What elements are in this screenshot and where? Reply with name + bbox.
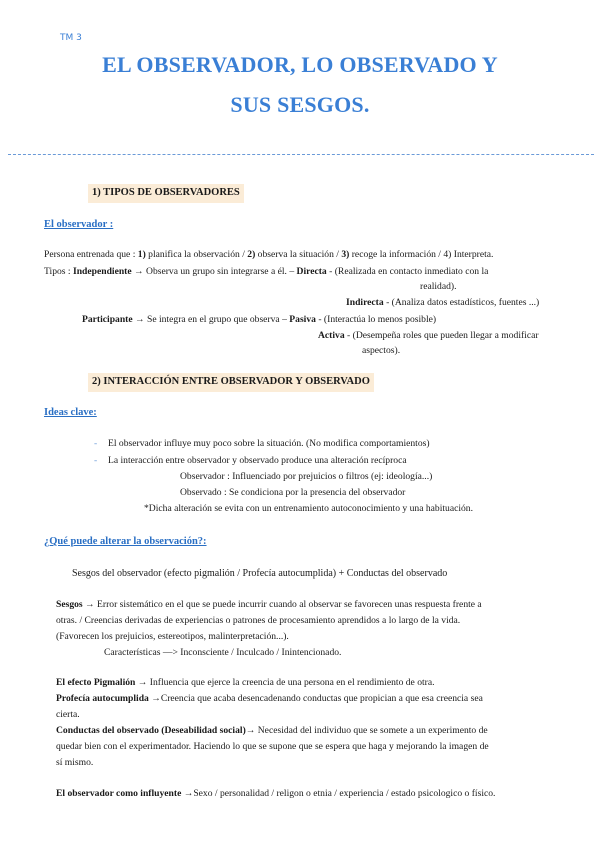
sub-observado: Observado : Se condiciona por la presencia del observador [180, 487, 406, 498]
pigmalion-term: El efecto Pigmalión [56, 677, 136, 688]
activa-line [318, 329, 539, 342]
label-ideas-clave: Ideas clave: [44, 407, 97, 418]
label-el-observador: El observador : [44, 219, 114, 230]
profecia-term: Profecía autocumplida [56, 693, 149, 704]
conductas-continuation-2: sí mismo. [56, 757, 94, 768]
section-divider [8, 154, 594, 155]
section-heading-1: 1) TIPOS DE OBSERVADORES [88, 184, 244, 203]
section-heading-2: 2) INTERACCIÓN ENTRE OBSERVADOR Y OBSERVADO [88, 373, 374, 392]
independiente-text: → Observa un grupo sin integrarse a él. – [131, 266, 297, 277]
participante-text: → Se integra en el grupo que observa – [132, 314, 290, 325]
directa-text: - (Realizada en contacto inmediato con la [326, 266, 489, 277]
influyente-text: →Sexo / personalidad / religon o etnia / experiencia / estado psicologico o físico. [181, 788, 496, 799]
step-3-text: recoge la información / 4) Interpreta. [349, 249, 494, 260]
bullet-dash-1: - [94, 438, 98, 449]
bullet-dash-2: - [94, 455, 98, 466]
influyente-line [56, 787, 495, 800]
sesgos-term: Sesgos [56, 599, 83, 610]
independiente-term: Independiente [72, 266, 132, 277]
step-3-number: 3) [341, 249, 350, 260]
step-1-text: planifica la observación / [145, 249, 248, 260]
pigmalion-line [56, 676, 435, 689]
tipos-line [44, 265, 488, 278]
persona-line [44, 248, 493, 261]
pigmalion-text: → Influencia que ejerce la creencia de una persona en el rendimiento de otra. [135, 677, 435, 688]
page-title-line-2: SUS SESGOS. [230, 92, 370, 117]
sub-observador: Observador : Influenciado por prejuicios o filtros (ej: ideología...) [180, 471, 433, 482]
participante-term: Participante [82, 314, 133, 325]
note-line: *Dicha alteración se evita con un entrenamiento autoconocimiento y una habituación. [144, 503, 473, 514]
sesgos-line-3: (Favorecen los prejuicios, estereotipos, malinterpretación...). [56, 631, 289, 642]
persona-prefix: Persona entrenada que : [44, 249, 138, 260]
participante-line [82, 313, 436, 326]
conductas-continuation-1: quedar bien con el experimentador. Haciendo lo que se supone que se espera que haga y mejorando la imagen de [56, 741, 489, 752]
conductas-term: Conductas del observado (Deseabilidad social) [56, 725, 246, 736]
sesgos-line-2: otras. / Creencias derivadas de experiencias o patrones de procesamiento aprendidos a lo largo de la vida. [56, 615, 461, 626]
caracteristicas-line: Características —> Inconsciente / Inculcado / Inintencionado. [104, 647, 342, 658]
directa-term: Directa [296, 266, 327, 277]
pasiva-text: - (Interactúa lo menos posible) [315, 314, 437, 325]
indirecta-text: - (Analiza datos estadísticos, fuentes ...) [383, 297, 540, 308]
activa-continuation: aspectos). [362, 345, 401, 356]
sesgos-summary: Sesgos del observador (efecto pigmalión / Profecía autocumplida) + Conductas del observado [72, 568, 448, 579]
document-tag: TM 3 [60, 33, 82, 43]
influyente-term: El observador como influyente [56, 788, 182, 799]
conductas-line [56, 724, 488, 737]
indirecta-line [346, 296, 539, 309]
step-1-number: 1) [137, 249, 146, 260]
conductas-text: → Necesidad del individuo que se somete a un experimento de [245, 725, 488, 736]
activa-term: Activa [318, 330, 345, 341]
tipos-prefix: Tipos : [44, 266, 73, 277]
indirecta-term: Indirecta [346, 297, 384, 308]
profecia-continuation: cierta. [56, 709, 80, 720]
sesgos-line-1 [56, 598, 482, 611]
bullet-2: La interacción entre observador y observado produce una alteración recíproca [108, 455, 407, 466]
activa-text: - (Desempeña roles que pueden llegar a modificar [344, 330, 539, 341]
profecia-line [56, 692, 483, 705]
sesgos-text-1: → Error sistemático en el que se puede incurrir cuando al observar se favorecen unas respuesta frente a [82, 599, 482, 610]
step-2-text: observa la situación / [255, 249, 342, 260]
profecia-text: →Creencia que acaba desencadenando conductas que propician a que esa creencia sea [148, 693, 483, 704]
pasiva-term: Pasiva [289, 314, 316, 325]
step-2-number: 2) [247, 249, 256, 260]
directa-continuation: realidad). [420, 281, 457, 292]
label-que-puede-alterar: ¿Qué puede alterar la observación?: [44, 536, 207, 547]
page-title-line-1: EL OBSERVADOR, LO OBSERVADO Y [102, 52, 498, 77]
bullet-1: El observador influye muy poco sobre la situación. (No modifica comportamientos) [108, 438, 430, 449]
